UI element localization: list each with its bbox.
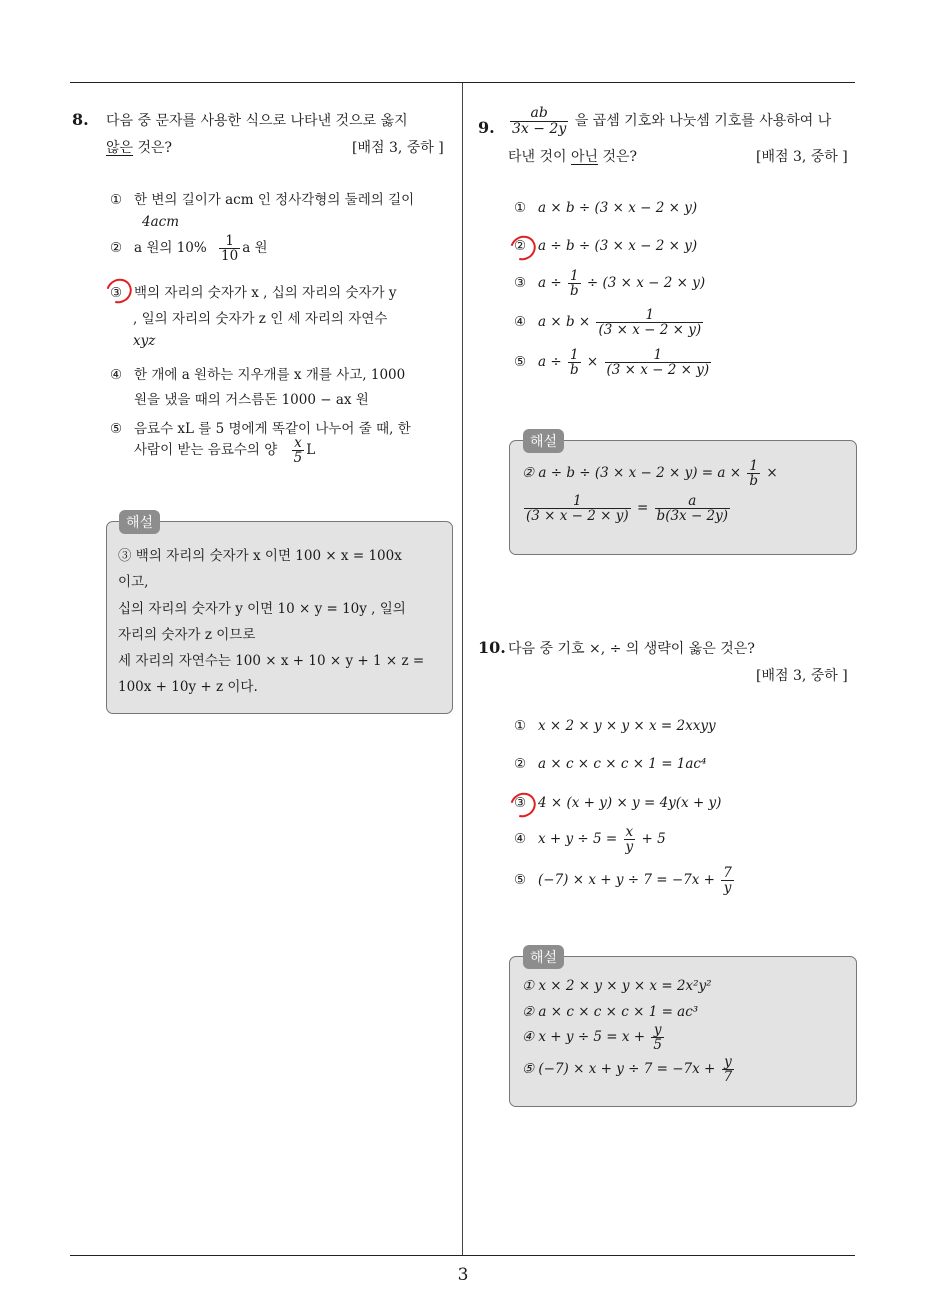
question-text: $\frac{ab}{3x - 2y}$ 을 곱셈 기호와 나눗셈 기호를 사용하여 나	[512, 105, 832, 137]
question-text-line2: 않은 것은?	[106, 140, 173, 156]
option-2[interactable]: ② a × c × c × c × 1 = 1ac⁴	[514, 756, 707, 772]
score-meta: [배점 3, 중하 ]	[756, 149, 848, 165]
fraction: $\frac{x}{y}$	[625, 824, 634, 856]
option-1[interactable]: ① x × 2 × y × y × x = 2xxyy	[514, 718, 716, 734]
option-3[interactable]: ③ a ÷ $\frac{1}{b}$ ÷ (3 × x − 2 × y)	[514, 268, 706, 300]
option-4[interactable]: ④ 한 개에 a 원하는 지우개를 x 개를 사고, 1000	[110, 367, 406, 383]
fraction: $\frac{ab}{3x - 2y}$	[512, 105, 567, 137]
explanation-line-3: 십의 자리의 숫자가 y 이면 10 × y = 10y , 일의	[118, 601, 406, 617]
column-divider	[462, 83, 463, 1255]
option-3[interactable]: ③ 4 × (x + y) × y = 4y(x + y)	[514, 795, 722, 811]
question-text: 다음 중 기호 ×, ÷ 의 생략이 옳은 것은?	[508, 641, 755, 657]
question-text: 다음 중 문자를 사용한 식으로 나타낸 것으로 옳지	[106, 113, 408, 129]
explanation-label: 해설	[119, 510, 160, 534]
option-5[interactable]: ⑤ (−7) × x + y ÷ 7 = −7x + $\frac{7}{y}$	[514, 865, 732, 897]
fraction: $\frac{1}{(3 \times x - 2 \times y)}$	[598, 307, 702, 339]
score-meta: [배점 3, 중하 ]	[756, 668, 848, 684]
bottom-rule	[70, 1255, 855, 1256]
fraction: $\frac{1}{10}$	[221, 233, 239, 265]
fraction: $\frac{7}{y}$	[723, 865, 732, 897]
explanation-line-1: ② a ÷ b ÷ (3 × x − 2 × y) = a × $\frac{1}{b}$ ×	[522, 458, 778, 490]
option-4-line2: 원을 냈을 때의 거스름돈 1000 − ax 원	[134, 392, 369, 408]
explanation-line-2: 이고,	[118, 574, 149, 590]
explanation-line-5: 세 자리의 자연수는 100 × x + 10 × y + 1 × z =	[118, 653, 425, 669]
fraction: $\frac{1}{b}$	[569, 268, 579, 300]
page-number: 3	[457, 1265, 469, 1285]
fraction: $\frac{1}{(3 \times x - 2 \times y)}$	[606, 347, 710, 379]
option-4[interactable]: ④ x + y ÷ 5 = $\frac{x}{y}$ + 5	[514, 824, 666, 856]
fraction: $\frac{x}{5}$	[293, 435, 303, 467]
explanation-label: 해설	[523, 429, 564, 453]
fraction: $\frac{1}{b}$	[569, 347, 579, 379]
explanation-line-1: ① x × 2 × y × y × x = 2x²y²	[522, 978, 712, 994]
explanation-line-2: $\frac{1}{(3 \times x - 2 \times y)}$ = $\frac{a}{b(3x - 2y)}$	[526, 493, 729, 525]
question-number: 9.	[478, 118, 495, 137]
option-5[interactable]: ⑤ 음료수 xL 를 5 명에게 똑같이 나누어 줄 때, 한	[110, 421, 411, 437]
explanation-line-6: 100x + 10y + z 이다.	[118, 679, 258, 695]
option-5-line2: 사람이 받는 음료수의 양 $\frac{x}{5}$ L	[134, 435, 316, 467]
option-1[interactable]: ① 한 변의 길이가 acm 인 정사각형의 둘레의 길이	[110, 192, 415, 208]
explanation-line-4: ⑤ (−7) × x + y ÷ 7 = −7x + $\frac{y}{7}$	[522, 1054, 733, 1086]
option-2[interactable]: ② a ÷ b ÷ (3 × x − 2 × y)	[514, 238, 698, 254]
explanation-line-1: ③ 백의 자리의 숫자가 x 이면 100 × x = 100x	[118, 548, 402, 564]
score-meta: [배점 3, 중하 ]	[352, 140, 444, 156]
explanation-line-4: 자리의 숫자가 z 이므로	[118, 627, 256, 643]
explanation-line-2: ② a × c × c × c × 1 = ac³	[522, 1004, 699, 1020]
option-1-line2: 4acm	[142, 214, 179, 230]
underlined-word: 않은	[106, 140, 134, 156]
question-number: 10.	[478, 638, 506, 657]
fraction: $\frac{a}{b(3x - 2y)}$	[656, 493, 729, 525]
fraction: $\frac{1}{b}$	[749, 458, 759, 490]
fraction: $\frac{y}{7}$	[723, 1054, 733, 1086]
option-3-line2: , 일의 자리의 숫자가 z 인 세 자리의 자연수	[133, 311, 388, 327]
option-2[interactable]: ② a 원의 10% $\frac{1}{10}$ a 원	[110, 233, 268, 265]
question-number: 8.	[72, 110, 89, 129]
fraction: $\frac{1}{(3 \times x - 2 \times y)}$	[526, 493, 629, 525]
option-3-line3: xyz	[133, 333, 156, 349]
explanation-line-3: ④ x + y ÷ 5 = x + $\frac{y}{5}$	[522, 1022, 663, 1054]
option-1[interactable]: ① a × b ÷ (3 × x − 2 × y)	[514, 200, 698, 216]
fraction: $\frac{y}{5}$	[653, 1022, 663, 1054]
underlined-word: 아닌	[571, 149, 599, 165]
option-3[interactable]: ③ 백의 자리의 숫자가 x , 십의 자리의 숫자가 y	[110, 285, 397, 301]
option-5[interactable]: ⑤ a ÷ $\frac{1}{b}$ × $\frac{1}{(3 \times x - 2 \times y)}$	[514, 347, 710, 379]
explanation-label: 해설	[523, 945, 564, 969]
option-4[interactable]: ④ a × b × $\frac{1}{(3 \times x - 2 \times y)}$	[514, 307, 702, 339]
question-text-line2: 타낸 것이 아닌 것은?	[508, 149, 638, 165]
